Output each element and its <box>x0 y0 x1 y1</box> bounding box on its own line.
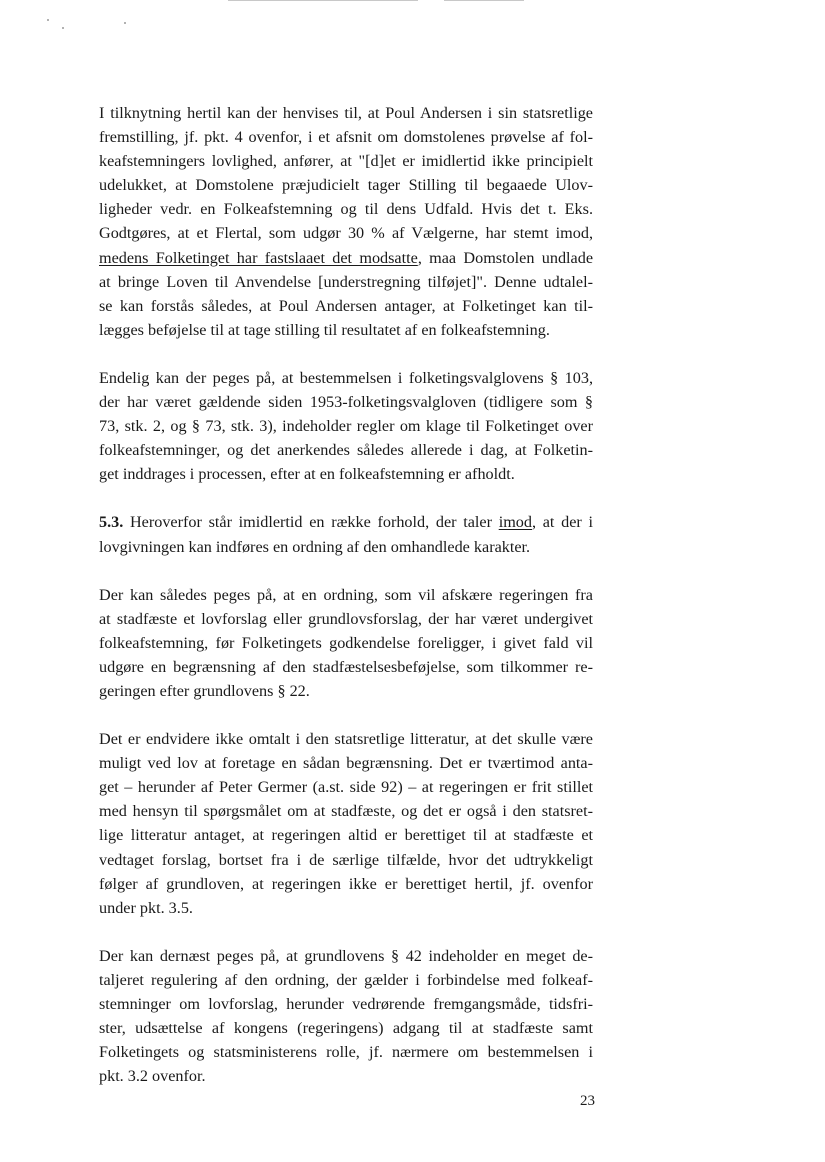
text-line: folkeafstemninger, og det anerkendes således allerede i dag, at Folketin- <box>99 441 593 460</box>
text-line: lige litteratur antaget, at regeringen altid er berettiget til at stadfæste et <box>99 826 593 845</box>
text-line: Det er endvidere ikke omtalt i den statsretlige litteratur, at det skulle være <box>99 730 593 749</box>
text-line: Folketingets og statsministerens rolle, jf. nærmere om bestemmelsen i <box>99 1043 593 1062</box>
page-body <box>99 101 593 1088</box>
text-line: get inddrages i processen, efter at en folkeafstemning er afholdt. <box>99 465 515 484</box>
text-line: 73, stk. 2, og § 73, stk. 3), indeholder regler om klage til Folketinget over <box>99 417 593 436</box>
text-line: folkeafstemning, før Folketingets godkendelse foreligger, i givet fald vil <box>99 633 593 652</box>
text-line: ster, udsættelse af kongens (regeringens) adgang til at stadfæste samt <box>99 1019 593 1038</box>
paragraph-section-5-3 <box>99 510 593 558</box>
text-line: I tilknytning hertil kan der henvises til, at Poul Andersen i sin statsretlige <box>99 104 593 122</box>
scan-speck <box>47 19 49 21</box>
text-fragment: Heroverfor står imidlertid en række forhold, der taler <box>123 513 499 532</box>
text-line: ligheder vedr. en Folkeafstemning og til dens Udfald. Hvis det t. Eks. <box>99 200 593 219</box>
paragraph-poul-andersen <box>99 101 593 342</box>
text-fragment: , at der i <box>531 513 593 532</box>
paragraph-stadfaestelse <box>99 583 593 703</box>
text-fragment: , maa Domstolen undlade <box>417 248 594 267</box>
paragraph-litteratur <box>99 727 593 920</box>
scan-edge-line <box>444 0 524 1</box>
page-number: 23 <box>580 1093 595 1109</box>
text-line: Endelig kan der peges på, at bestemmelsen i folketingsvalglovens § 103, <box>99 368 593 387</box>
text-line: fremstilling, jf. pkt. 4 ovenfor, i et afsnit om domstolenes prøvelse af fol- <box>99 128 593 147</box>
text-line <box>99 246 593 270</box>
text-line: taljeret regulering af den ordning, der gælder i forbindelse med folkeaf- <box>99 970 593 989</box>
text-line: muligt ved lov at foretage en sådan begrænsning. Det er tværtimod anta- <box>99 754 593 773</box>
text-line: keafstemningers lovlighed, anfører, at "[d]et er imidlertid ikke principielt <box>99 152 593 171</box>
text-line: følger af grundloven, at regeringen ikke er berettiget hertil, jf. ovenfor <box>99 874 593 893</box>
text-line: under pkt. 3.5. <box>99 898 193 917</box>
text-line: se kan forstås således, at Poul Andersen antager, at Folketinget kan til- <box>99 296 593 315</box>
text-line: Der kan dernæst peges på, at grundlovens § 42 indeholder en meget de- <box>99 946 593 965</box>
text-line: pkt. 3.2 ovenfor. <box>99 1067 206 1086</box>
section-number: 5.3. <box>99 513 124 532</box>
text-line: get – herunder af Peter Germer (a.st. side 92) – at regeringen er frit stillet <box>99 778 593 797</box>
paragraph-grundlovens-42 <box>99 944 593 1089</box>
scan-speck <box>124 22 126 24</box>
paragraph-folketingsvalgloven <box>99 366 593 486</box>
text-line: geringen efter grundlovens § 22. <box>99 681 310 700</box>
text-line: Der kan således peges på, at en ordning, som vil afskære regeringen fra <box>99 585 593 604</box>
text-line: stemninger om lovforslag, herunder vedrørende fremgangsmåde, tidsfri- <box>99 995 593 1013</box>
text-line: lovgivningen kan indføres en ordning af den omhandlede karakter. <box>99 537 531 556</box>
text-line: at bringe Loven til Anvendelse [understregning tilføjet]". Denne udtalel- <box>99 272 593 291</box>
text-line: med hensyn til spørgsmålet om at stadfæste, og det er også i den statsret- <box>99 802 593 821</box>
scan-speck <box>62 27 64 29</box>
text-line: at stadfæste et lovforslag eller grundlovsforslag, der har været undergivet <box>99 609 593 628</box>
text-line: der har været gældende siden 1953-folketingsvalgloven (tidligere som § <box>99 393 593 412</box>
underlined-quote: medens Folketinget har fastslaaet det modsatte <box>99 248 418 267</box>
text-line: udgøre en begrænsning af den stadfæstelsesbeføjelse, som tilkommer re- <box>99 657 593 676</box>
text-line: udelukket, at Domstolene præjudicielt tager Stilling til begaaede Ulov- <box>99 176 593 195</box>
text-line <box>99 510 593 534</box>
scan-edge-line <box>228 0 418 1</box>
text-line: vedtaget forslag, bortset fra i de særlige tilfælde, hvor det udtrykkeligt <box>99 850 593 869</box>
text-line: Godtgøres, at et Flertal, som udgør 30 % af Vælgerne, har stemt imod, <box>99 224 593 243</box>
text-line: lægges beføjelse til at tage stilling til resultatet af en folkeafstemning. <box>99 320 550 339</box>
underlined-word: imod <box>498 513 532 532</box>
